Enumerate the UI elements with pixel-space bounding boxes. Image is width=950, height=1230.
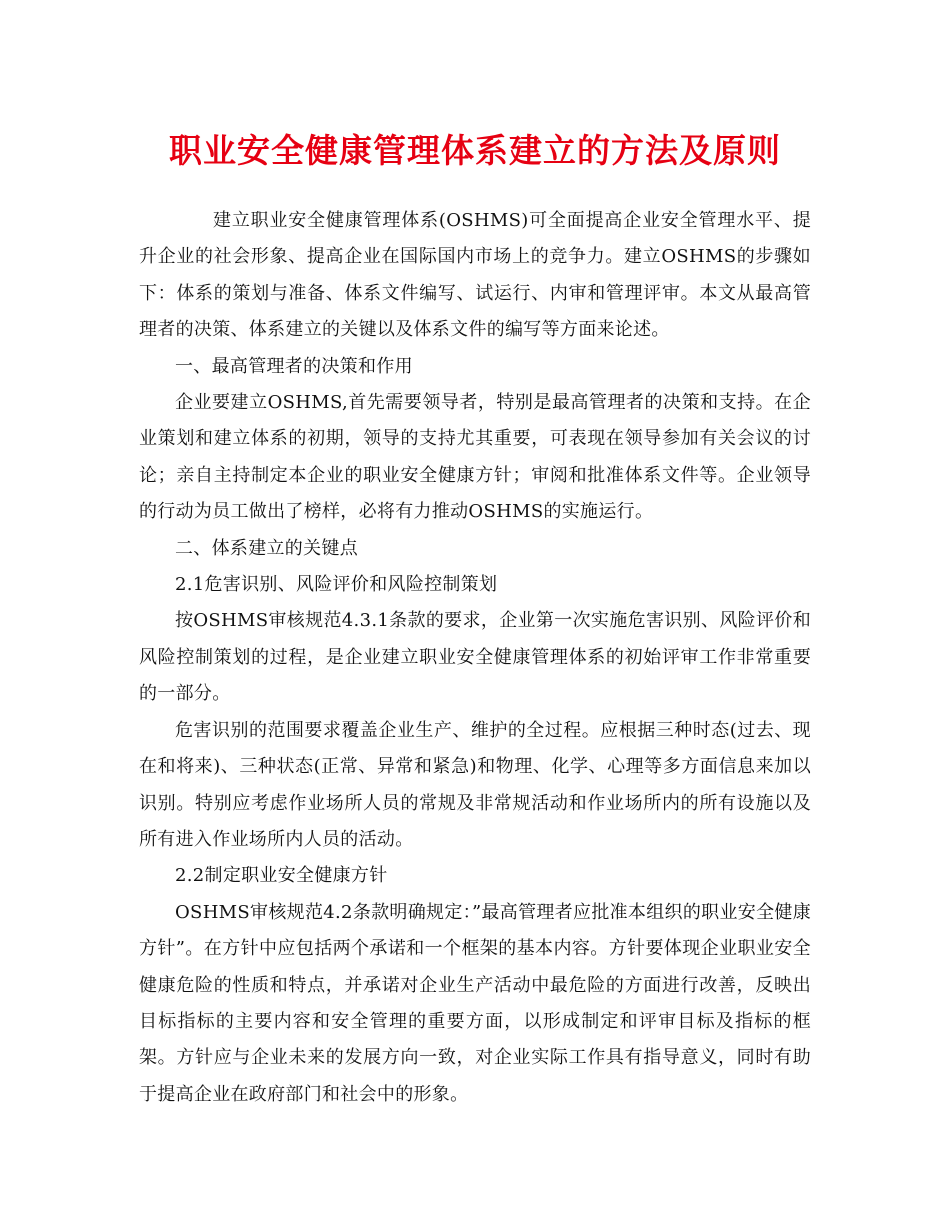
intro-paragraph: 建立职业安全健康管理体系(OSHMS)可全面提高企业安全管理水平、提升企业的社会形象、提高企业在国际国内市场上的竞争力。建立OSHMS的步骤如下：体系的策划与准备、体系文件编写、试运行、内审和管理评审。本文从最高管理者的决策、体系建立的关键以及体系文件的编写等方面来论述。 xyxy=(139,210,811,341)
section-heading-2: 二、体系建立的关键点 xyxy=(175,537,358,559)
body-paragraph: 危害识别的范围要求覆盖企业生产、维护的全过程。应根据三种时态(过去、现在和将来)、三种状态(正常、异常和紧急)和物理、化学、心理等多方面信息来加以识别。特别应考虑作业场所人员的常规及非常规活动和作业场所内的所有设施以及所有进入作业场所内人员的活动。 xyxy=(139,719,811,850)
subsection-heading-2-2: 2.2制定职业安全健康方针 xyxy=(175,865,388,887)
subsection-heading-2-1: 2.1危害识别、风险评价和风险控制策划 xyxy=(175,574,498,596)
document-body xyxy=(139,203,811,1113)
body-paragraph: 按OSHMS审核规范4.3.1条款的要求，企业第一次实施危害识别、风险评价和风险控制策划的过程，是企业建立职业安全健康管理体系的初始评审工作非常重要的一部分。 xyxy=(139,610,811,705)
document-title: 职业安全健康管理体系建立的方法及原则 xyxy=(169,131,781,170)
body-paragraph: OSHMS审核规范4.2条款明确规定：”最高管理者应批准本组织的职业安全健康方针”。在方针中应包括两个承诺和一个框架的基本内容。方针要体现企业职业安全健康危险的性质和特点，并承诺对企业生产活动中最危险的方面进行改善，反映出目标指标的主要内容和安全管理的重要方面，以形成制定和评审目标及指标的框架。方针应与企业未来的发展方向一致，对企业实际工作具有指导意义，同时有助于提高企业在政府部门和社会中的形象。 xyxy=(139,901,811,1105)
section-heading-1: 一、最高管理者的决策和作用 xyxy=(175,355,413,377)
body-paragraph: 企业要建立OSHMS,首先需要领导者，特别是最高管理者的决策和支持。在企业策划和建立体系的初期，领导的支持尤其重要，可表现在领导参加有关会议的讨论；亲自主持制定本企业的职业安全健康方针；审阅和批准体系文件等。企业领导的行动为员工做出了榜样，必将有力推动OSHMS的实施运行。 xyxy=(139,392,811,523)
